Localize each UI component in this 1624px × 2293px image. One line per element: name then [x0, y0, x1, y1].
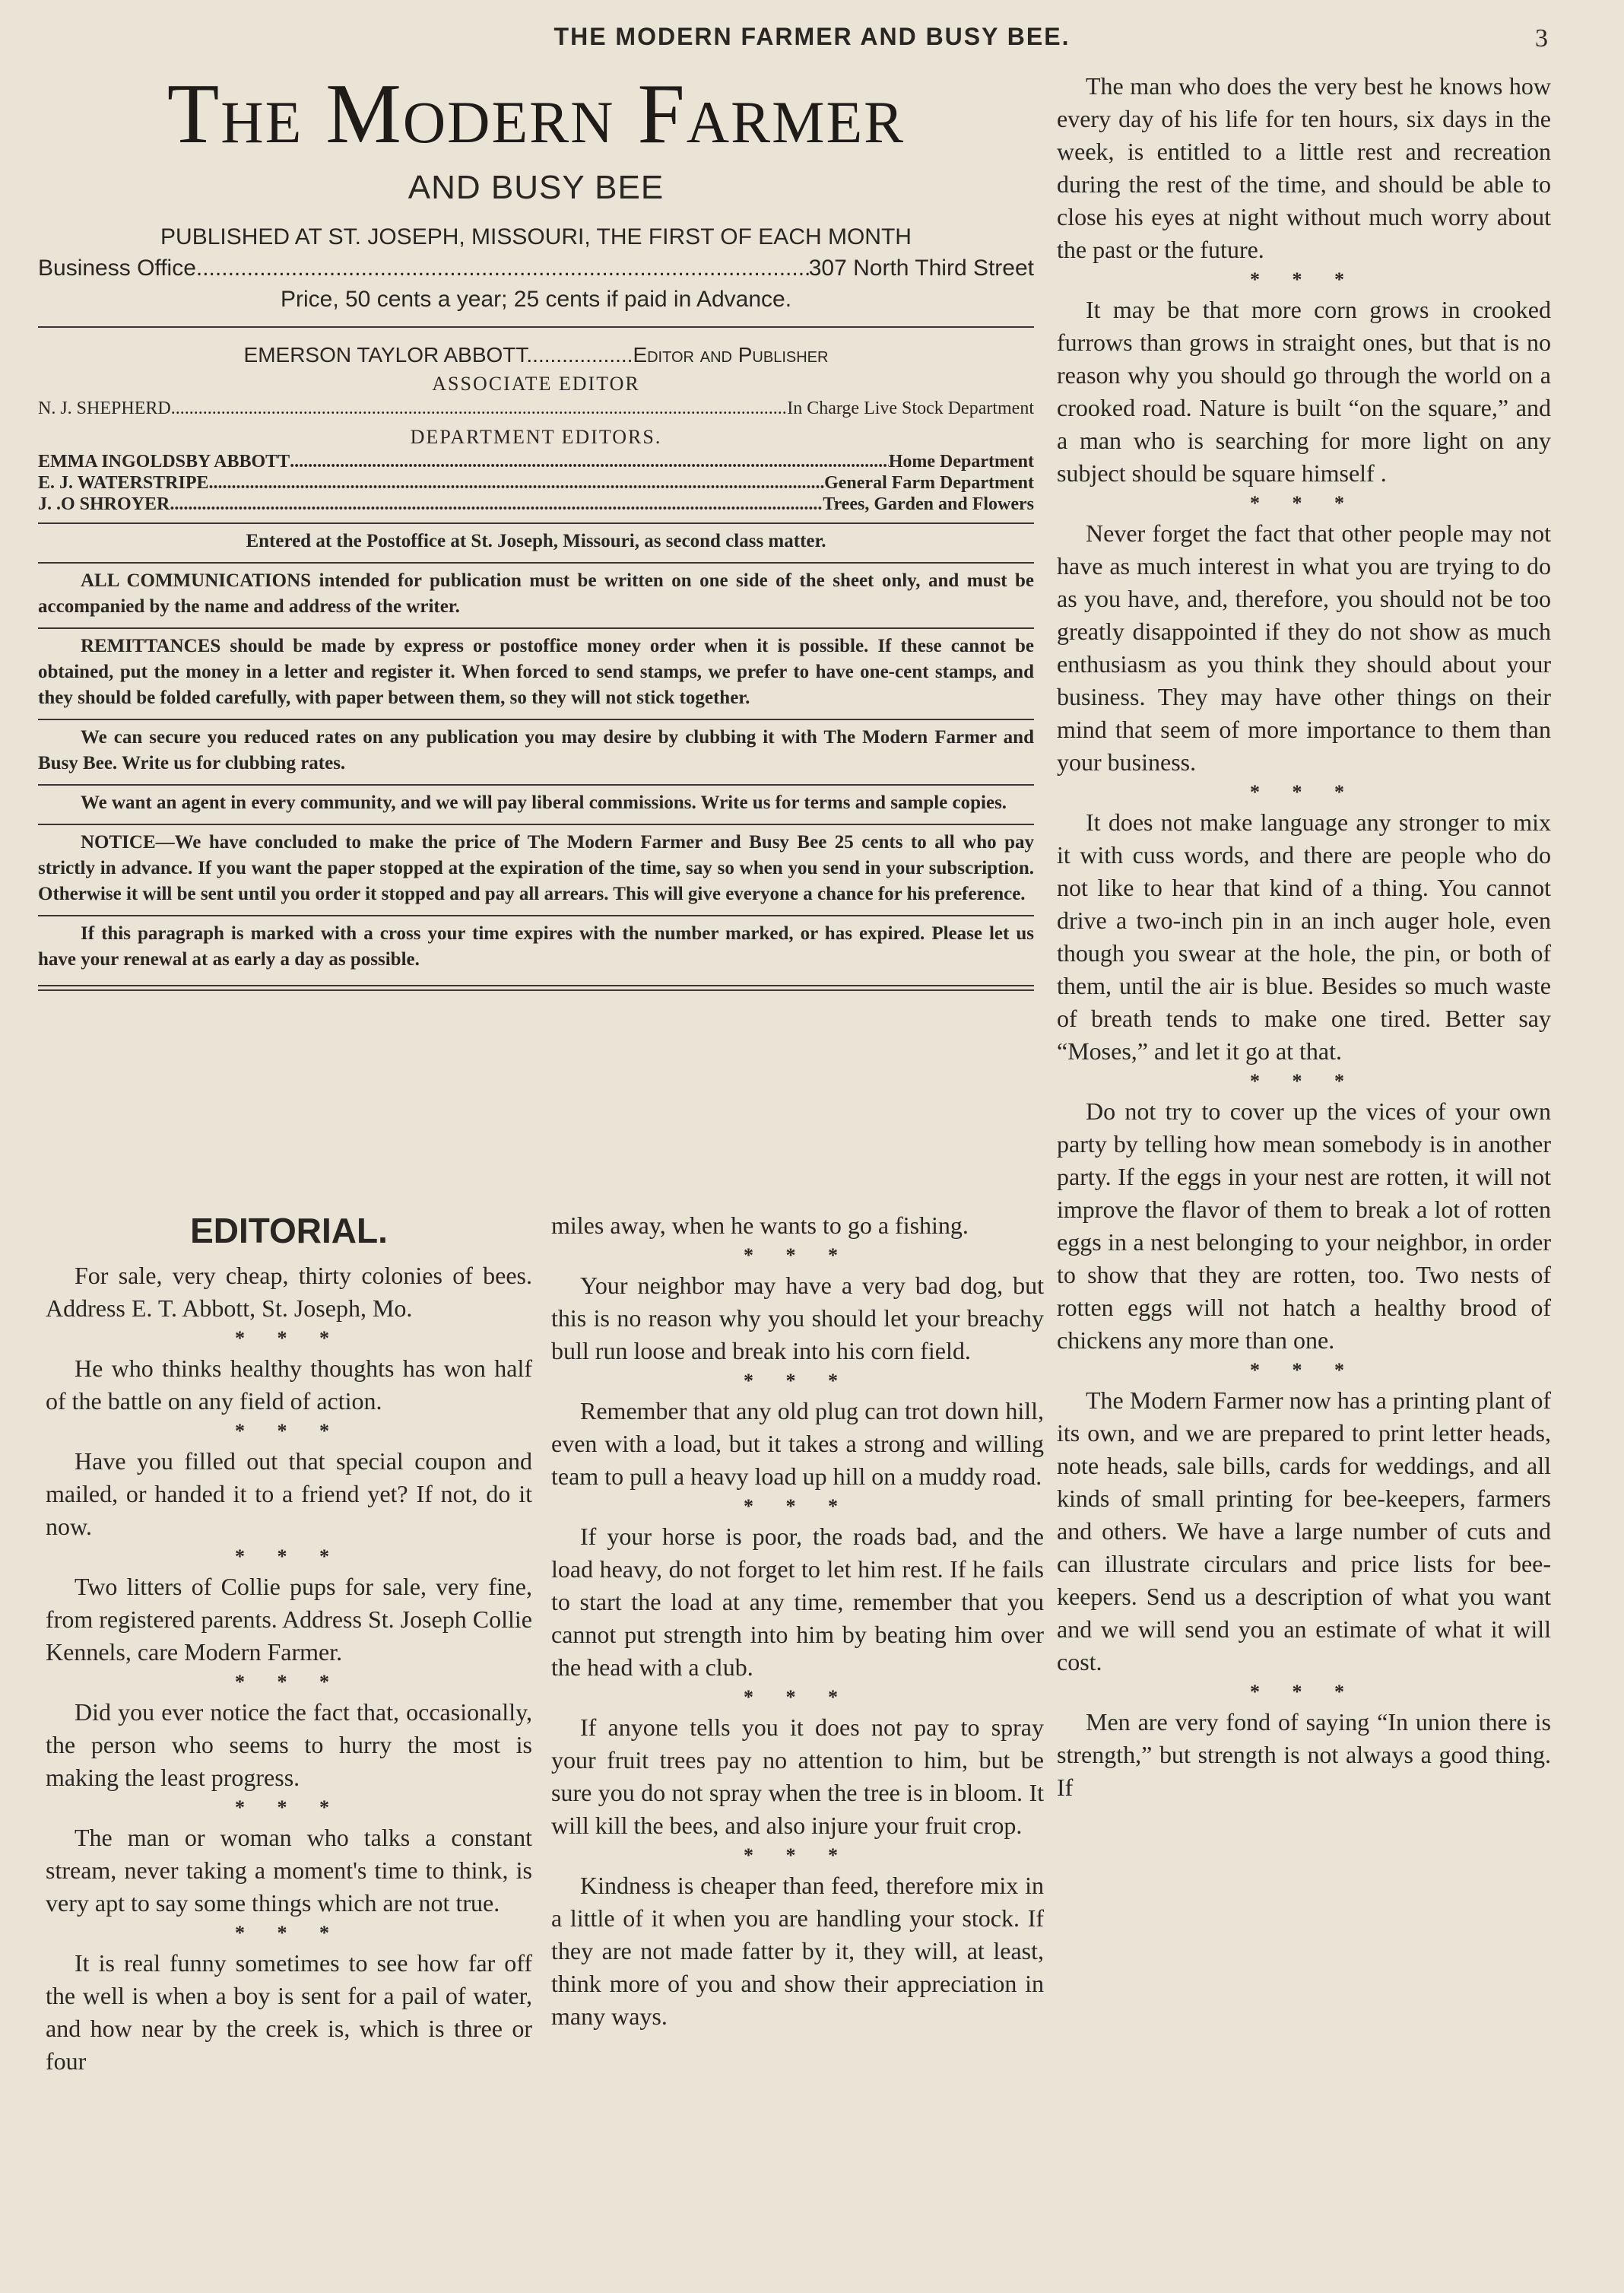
- notice-communications: ALL COMMUNICATIONS intended for publication must be written on one side of the sheet only, and must be accompanied by the name and address of the writer.: [38, 570, 1034, 617]
- editorial-paragraph: If your horse is poor, the roads bad, and the load heavy, do not forget to let him rest. If he fails to start the load at any time, remember that you cannot put strength into him by beating him over the head with a club.: [551, 1523, 1044, 1681]
- star-separator: * * *: [744, 1370, 852, 1392]
- department-row: [38, 451, 1034, 472]
- publication-line: PUBLISHED AT ST. JOSEPH, MISSOURI, THE FIRST OF EACH MONTH: [160, 224, 912, 249]
- star-separator: * * *: [235, 1420, 343, 1442]
- editorial-paragraph: The man or woman who talks a constant stream, never taking a moment's time to think, is very apt to say some things which are not true.: [46, 1824, 532, 1917]
- editorial-paragraph: Did you ever notice the fact that, occasionally, the person who seems to hurry the most is making the least progress.: [46, 1698, 532, 1791]
- star-separator: * * *: [1250, 781, 1358, 803]
- editorial-paragraph: The man who does the very best he knows how every day of his life for ten hours, six days in the week, is entitled to a little rest and recreation during the rest of the time, and should be able to close his eyes at night without much worry about the past or the future.: [1057, 72, 1551, 263]
- editorial-paragraph: The Modern Farmer now has a printing plant of its own, and we are prepared to print letter heads, note heads, sale bills, cards for weddings, and all kinds of small printing for bee-keepers, farmers and others. We have a large number of cuts and can illustrate circulars and price lists for bee-keepers. Send us a description of what you want and we will send you an estimate of what it will cost.: [1057, 1386, 1551, 1675]
- editorial-continuation: miles away, when he wants to go a fishing.: [551, 1212, 969, 1239]
- notice-remittances: REMITTANCES should be made by express or postoffice money order when it is possible. If these cannot be obtained, put the money in a letter and register it. When forced to send stamps, we prefer to have one-cent stamps, and they should be folded carefully, with paper between them, so they will not stick together.: [38, 636, 1034, 708]
- notice-postoffice: Entered at the Postoffice at St. Joseph, Missouri, as second class matter.: [246, 531, 826, 551]
- editorial-column-middle: [551, 1209, 1044, 2033]
- star-separator: * * *: [744, 1495, 852, 1517]
- masthead: [38, 65, 1034, 991]
- editorial-paragraph: He who thinks healthy thoughts has won half of the battle on any field of action.: [46, 1355, 532, 1415]
- editorial-paragraph: For sale, very cheap, thirty colonies of bees. Address E. T. Abbott, St. Joseph, Mo.: [46, 1262, 532, 1322]
- associate-row: [38, 398, 1034, 419]
- star-separator: * * *: [235, 1545, 343, 1567]
- running-head: THE MODERN FARMER AND BUSY BEE.: [553, 23, 1071, 50]
- notice-expiration: If this paragraph is marked with a cross your time expires with the number marked, or has expired. Please let us have your renewal at as early a day as possible.: [38, 923, 1034, 970]
- masthead-title: The Modern Farmer: [167, 67, 906, 161]
- masthead-subtitle: AND BUSY BEE: [408, 169, 665, 206]
- star-separator: * * *: [235, 1671, 343, 1693]
- star-separator: * * *: [1250, 268, 1358, 291]
- editor-name: EMERSON TAYLOR ABBOTT: [243, 343, 527, 367]
- star-separator: * * *: [235, 1922, 343, 1944]
- editorial-paragraph: Never forget the fact that other people may not have as much interest in what you are trying to do as you have, and, therefore, you should not be too greatly disappointed if they do not show as much enthusiasm as you think they should about your business. They may have other things on their mind that seem of more importance to them than your business.: [1057, 519, 1551, 776]
- department-editor-name: J. .O SHROYER: [38, 494, 170, 514]
- price-line: Price, 50 cents a year; 25 cents if paid in Advance.: [280, 287, 792, 312]
- editorial-paragraph: Have you filled out that special coupon and mailed, or handed it to a friend yet? If not, do it now.: [46, 1447, 532, 1540]
- star-separator: * * *: [744, 1244, 852, 1266]
- editorial-paragraph: It is real funny sometimes to see how far off the well is when a boy is sent for a pail of water, and how near by the creek is, which is three or four: [46, 1949, 532, 2075]
- star-separator: * * *: [235, 1796, 343, 1818]
- star-separator: * * *: [235, 1327, 343, 1349]
- editorial-paragraph: Remember that any old plug can trot down hill, even with a load, but it takes a strong and willing team to pull a heavy load up hill on a muddy road.: [551, 1397, 1044, 1490]
- editorial-paragraph: Men are very fond of saying “In union there is strength,” but strength is not always a good thing. If: [1057, 1708, 1551, 1801]
- notice-agents: We want an agent in every community, and we will pay liberal commissions. Write us for terms and sample copies.: [81, 792, 1007, 813]
- staff-box: [38, 340, 1034, 515]
- editorial-column-right: [1057, 70, 1551, 1804]
- masthead-rule: [38, 326, 1034, 328]
- double-rule: [38, 985, 1034, 991]
- star-separator: * * *: [744, 1686, 852, 1708]
- department-role: General Farm Department: [824, 473, 1034, 493]
- notice-price: NOTICE—We have concluded to make the price of The Modern Farmer and Busy Bee 25 cents to all who pay strictly in advance. If you want the paper stopped at the expiration of the time, say so when you send in your subscription. Otherwise it will be sent until you order it stopped and pay all arrears. This will give everyone a chance for his preference.: [38, 832, 1034, 904]
- editorial-paragraph: Kindness is cheaper than feed, therefore mix in a little of it when you are handling your stock. If they are not made fatter by it, they will, at least, think more of you and show their appreciation in many ways.: [551, 1872, 1044, 2030]
- department-editor-name: EMMA INGOLDSBY ABBOTT: [38, 452, 290, 472]
- associate-heading: ASSOCIATE EDITOR: [432, 373, 640, 395]
- editor-role: Editor and Publisher: [633, 343, 829, 367]
- department-role: Trees, Garden and Flowers: [823, 494, 1034, 514]
- editorial-paragraph: Two litters of Collie pups for sale, very fine, from registered parents. Address St. Joseph Collie Kennels, care Modern Farmer.: [46, 1573, 532, 1666]
- editorial-paragraph: It may be that more corn grows in crooked furrows than grows in straight ones, but that is no reason why you should go through the world on a crooked road. Nature is built “on the square,” and a man who is searching for more light on any subject should be square himself .: [1057, 296, 1551, 487]
- page-number: 3: [1535, 24, 1548, 52]
- leader-dots: [196, 253, 809, 284]
- star-separator: * * *: [1250, 1681, 1358, 1703]
- notice-clubbing: We can secure you reduced rates on any publication you may desire by clubbing it with The Modern Farmer and Busy Bee. Write us for clubbing rates.: [38, 727, 1034, 773]
- business-office-line: [38, 253, 1034, 284]
- editorial-title: EDITORIAL.: [190, 1211, 388, 1250]
- star-separator: * * *: [744, 1844, 852, 1866]
- editorial-paragraph: If anyone tells you it does not pay to spray your fruit trees pay no attention to him, but be sure you do not spray when the tree is in bloom. It will kill the bees, and also injure your fruit crop.: [551, 1713, 1044, 1839]
- department-row: [38, 472, 1034, 494]
- star-separator: * * *: [1250, 1359, 1358, 1381]
- office-address: 307 North Third Street: [808, 256, 1034, 281]
- star-separator: * * *: [1250, 492, 1358, 514]
- office-label: Business Office: [38, 256, 196, 281]
- editorial-paragraph: Your neighbor may have a very bad dog, but this is no reason why you should let your breachy bull run loose and break into his corn field.: [551, 1272, 1044, 1364]
- department-editor-name: E. J. WATERSTRIPE: [38, 473, 209, 493]
- associate-name: N. J. SHEPHERD: [38, 399, 171, 418]
- department-heading: DEPARTMENT EDITORS.: [410, 426, 662, 448]
- editorial-paragraph: It does not make language any stronger to mix it with cuss words, and there are people who do not like to hear that kind of a thing. You cannot drive a two-inch pin in an inch auger hole, even though you swear at the hole, the pin, or both of them, until the air is blue. Besides so much waste of breath tends to make one tired. Better say “Moses,” and let it go at that.: [1057, 808, 1551, 1065]
- editor-line: EMERSON TAYLOR ABBOTT..................Editor and Publisher: [243, 343, 829, 367]
- department-row: [38, 494, 1034, 515]
- department-role: Home Department: [888, 452, 1034, 472]
- editorial-column-left: [46, 1208, 532, 2078]
- star-separator: * * *: [1250, 1070, 1358, 1092]
- editorial-paragraph: Do not try to cover up the vices of your own party by telling how mean somebody is in another party. If the eggs in your nest are rotten, it will not improve the flavor of them to break a lot of rotten eggs in a nest belonging to your neighbor, in order to show that they are rotten, too. Two nests of rotten eggs will not hatch a healthy brood of chickens any more than one.: [1057, 1097, 1551, 1354]
- associate-role: In Charge Live Stock Department: [787, 399, 1034, 418]
